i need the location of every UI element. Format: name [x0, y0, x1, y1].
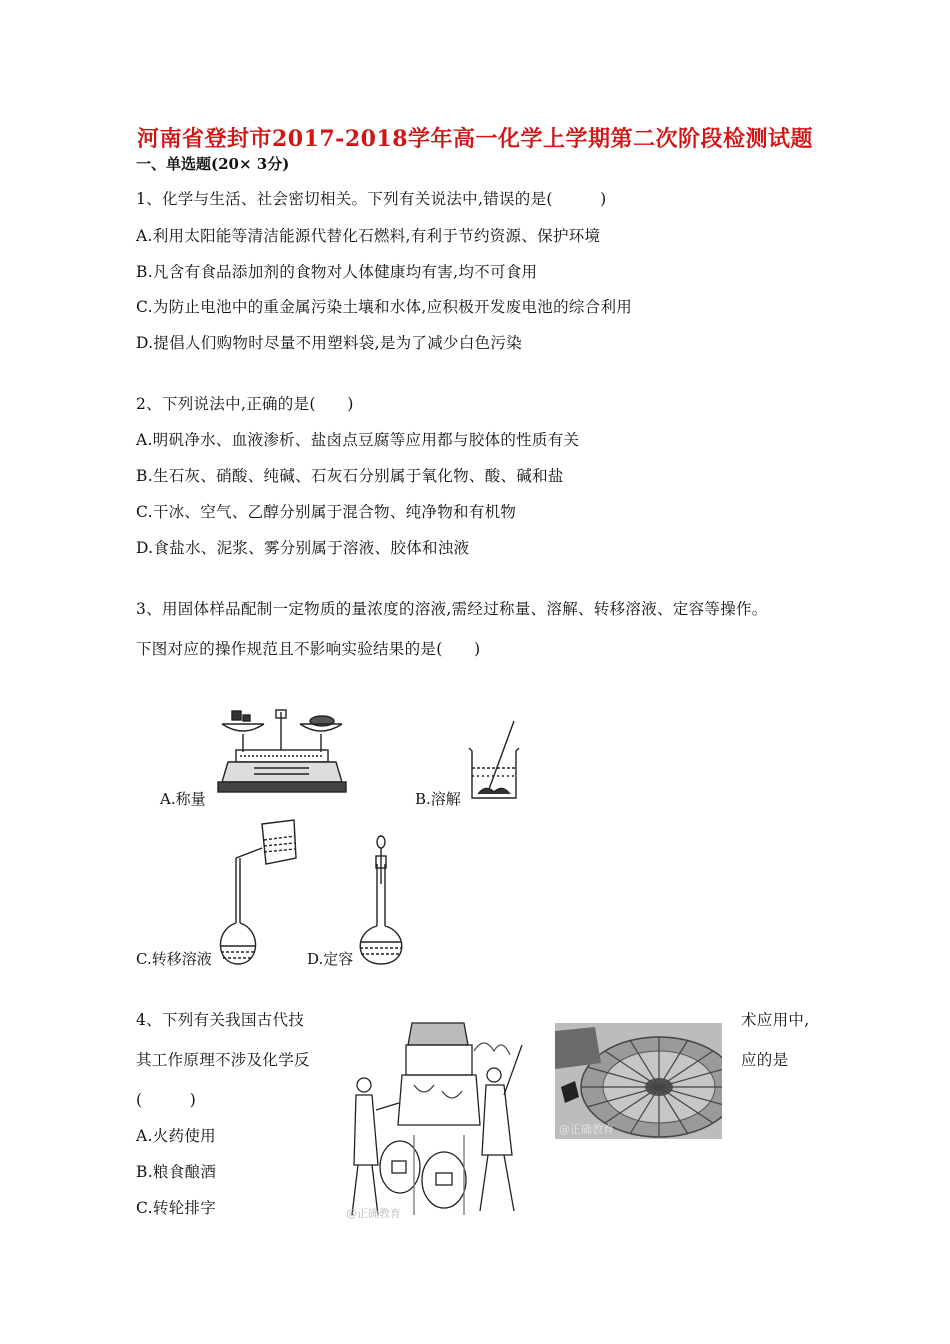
q2-option-d: D.食盐水、泥浆、雾分别属于溶液、胶体和浊液: [136, 539, 470, 557]
wine-brewing-illustration: [344, 1015, 534, 1220]
q4-stem-line1-left: 4、下列有关我国古代技: [136, 1011, 305, 1029]
q3-stem-line2: 下图对应的操作规范且不影响实验结果的是( ): [136, 640, 481, 658]
balance-scale-figure: [214, 708, 349, 803]
q4-stem-line2-right: 应的是: [741, 1051, 789, 1069]
q2-stem: 2、下列说法中,正确的是( ): [136, 395, 354, 413]
q3-stem-line1: 3、用固体样品配制一定物质的量浓度的溶液,需经过称量、溶解、转移溶液、定容等操作。: [136, 600, 768, 618]
q2-option-c: C.干冰、空气、乙醇分别属于混合物、纯净物和有机物: [136, 503, 517, 521]
watermark-left: @正确教育: [346, 1207, 401, 1220]
q1-option-b: B.凡含有食品添加剂的食物对人体健康均有害,均不可食用: [136, 263, 538, 281]
q3-label-d: D.定容: [307, 950, 354, 968]
beaker-stirring-figure: [464, 718, 524, 803]
q4-blank: ( ): [136, 1091, 197, 1109]
q1-option-a: A.利用太阳能等清洁能源代替化石燃料,有利于节约资源、保护环境: [136, 227, 601, 245]
q4-option-a: A.火药使用: [136, 1127, 216, 1145]
q1-option-c: C.为防止电池中的重金属污染土壤和水体,应积极开发废电池的综合利用: [136, 298, 633, 316]
q2-option-b: B.生石灰、硝酸、纯碱、石灰石分别属于氧化物、酸、碱和盐: [136, 467, 564, 485]
page-title: 河南省登封市2017-2018学年高一化学上学期第二次阶段检测试题: [136, 126, 814, 152]
q4-option-b: B.粮食酿酒: [136, 1163, 217, 1181]
q4-option-c: C.转轮排字: [136, 1199, 217, 1217]
transfer-solution-figure: [218, 818, 298, 966]
q3-label-a: A.称量: [160, 790, 206, 808]
q2-option-a: A.明矾净水、血液渗析、盐卤点豆腐等应用都与胶体的性质有关: [136, 431, 580, 449]
q4-stem-line1-right: 术应用中,: [741, 1011, 810, 1029]
watermark-right: @正确教育: [559, 1123, 614, 1136]
q3-label-b: B.溶解: [415, 790, 461, 808]
q3-label-c: C.转移溶液: [136, 950, 212, 968]
q4-stem-line2-left: 其工作原理不涉及化学反: [136, 1051, 310, 1069]
q1-option-d: D.提倡人们购物时尽量不用塑料袋,是为了减少白色污染: [136, 334, 523, 352]
volumetric-flask-dropper-figure: [356, 834, 406, 966]
rotary-type-wheel-photo: [555, 1023, 722, 1139]
section-heading: 一、单选题(20× 3分): [136, 155, 290, 173]
q1-stem: 1、化学与生活、社会密切相关。下列有关说法中,错误的是( ): [136, 190, 607, 208]
